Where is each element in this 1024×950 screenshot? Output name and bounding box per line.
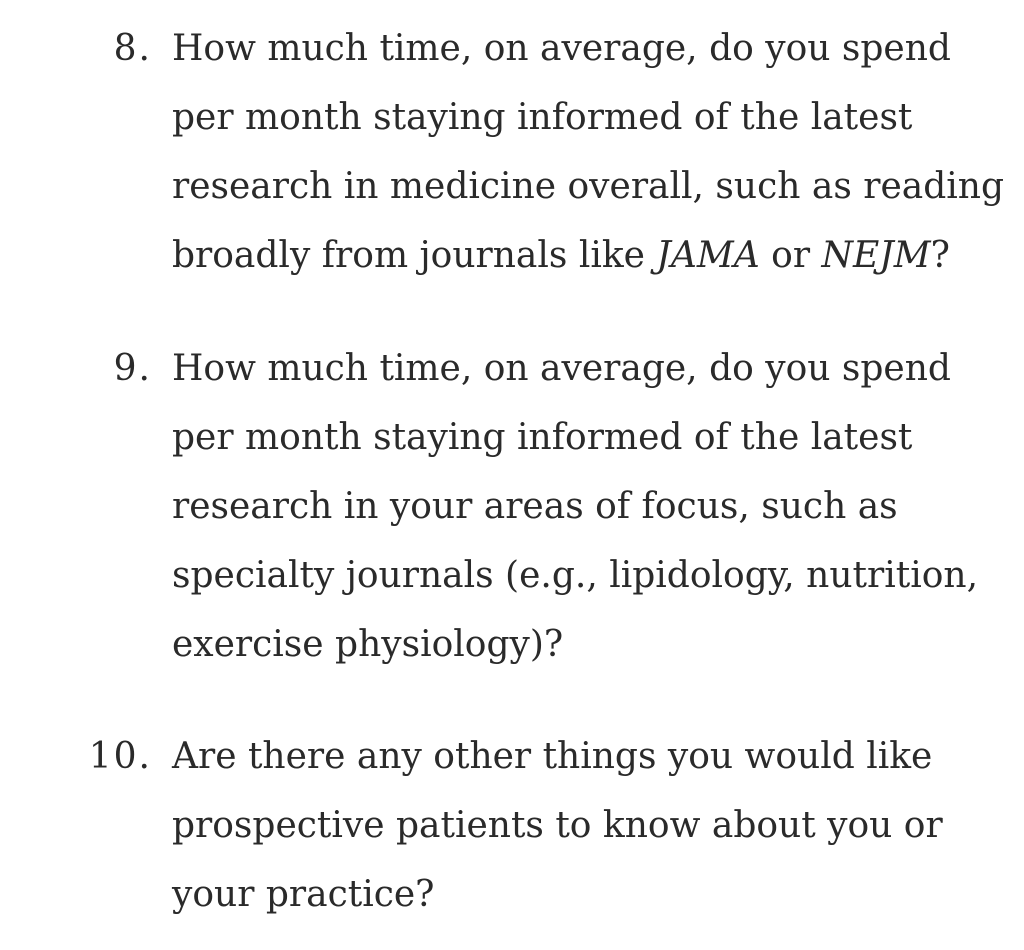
question-line-text: ? bbox=[930, 235, 950, 276]
question-text bbox=[172, 722, 1002, 929]
question-line: prospective patients to know about you or bbox=[172, 805, 943, 846]
journal-title-jama: JAMA bbox=[656, 235, 760, 276]
question-line: Are there any other things you would like bbox=[172, 736, 933, 777]
question-number: 8. bbox=[113, 28, 152, 69]
question-line: research in medicine overall, such as reading bbox=[172, 166, 1005, 207]
question-text bbox=[172, 334, 1002, 679]
question-line bbox=[172, 221, 1002, 290]
question-line: How much time, on average, do you spend bbox=[172, 348, 951, 389]
question-text bbox=[172, 14, 1005, 290]
question-line-text: broadly from journals like bbox=[172, 235, 657, 276]
question-line: per month staying informed of the latest bbox=[172, 97, 913, 138]
question-line: per month staying informed of the latest bbox=[172, 417, 913, 458]
question-number: 10. bbox=[88, 736, 152, 777]
question-line: research in your areas of focus, such as bbox=[172, 486, 898, 527]
question-line: How much time, on average, do you spend bbox=[172, 28, 951, 69]
question-number: 9. bbox=[113, 348, 152, 389]
question-line: specialty journals (e.g., lipidology, nutrition, bbox=[172, 555, 979, 596]
journal-title-nejm: NEJM bbox=[821, 235, 931, 276]
question-line: your practice? bbox=[172, 874, 435, 915]
question-line: exercise physiology)? bbox=[172, 624, 564, 665]
question-line-text: or bbox=[759, 235, 822, 276]
